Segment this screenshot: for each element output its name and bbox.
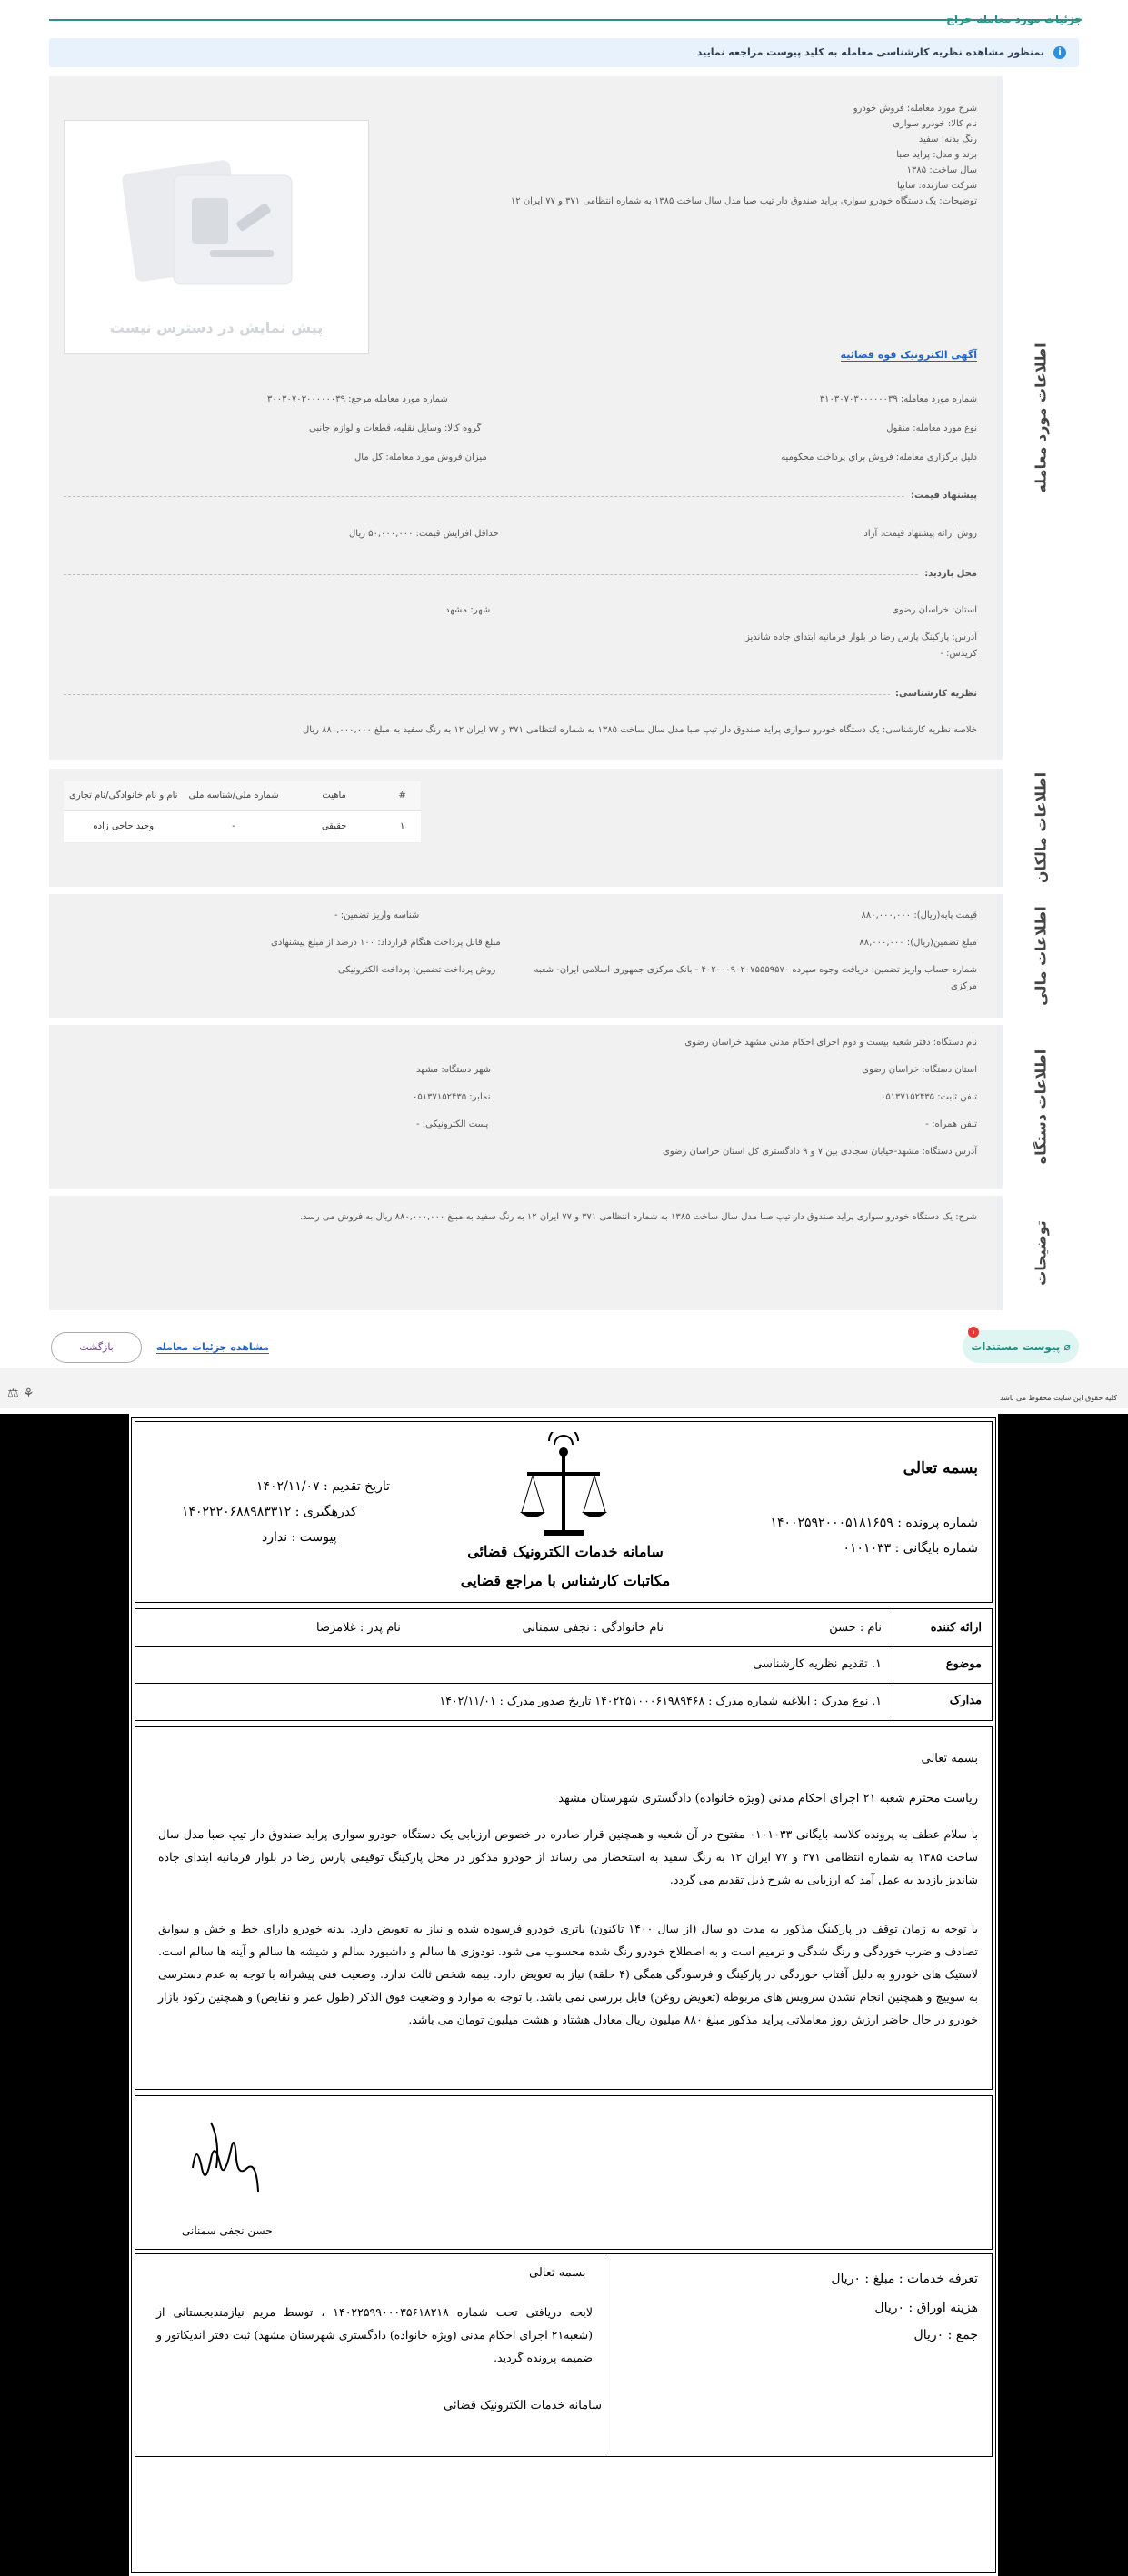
office-mobile: تلفن همراه: - (925, 1119, 977, 1129)
provider-label: ارائه کننده (930, 1621, 982, 1635)
system-subtitle: مکاتبات کارشناس با مراجع قضایی (460, 1572, 671, 1589)
corridor: کریدس: - (940, 649, 977, 659)
item-info-body (49, 76, 992, 760)
back-button[interactable]: بازگشت (51, 1332, 142, 1363)
cell-type: حقیقی (284, 811, 384, 843)
file-number: شماره پرونده : ۱۴۰۰۲۵۹۲۰۰۰۵۱۸۱۶۵۹ (770, 1516, 978, 1530)
payable-at-contract: مبلغ قابل پرداخت هنگام قرارداد: ۱۰۰ درصد از مبلغ پیشنهادی (271, 938, 501, 948)
visit-address: آدرس: پارکینگ پارس رضا در بلوار فرمانیه ابتدای جاده شاندیز (744, 632, 977, 642)
logo-icon: ⚖ ⚘ (7, 1387, 35, 1401)
owners-side (997, 769, 1079, 887)
expert-heading: نظریه کارشناسی: (890, 689, 977, 699)
item-info-section (49, 76, 1079, 760)
item-maker: شرکت سازنده: سایپا (896, 181, 977, 191)
office-city: شهر دستگاه: مشهد (416, 1065, 492, 1075)
copyright-text: کلیه حقوق این سایت محفوظ می باشد (999, 1394, 1117, 1402)
gavel-placeholder-icon (119, 148, 301, 293)
ad-link[interactable]: آگهی الکترونیک قوه قضائیه (840, 349, 977, 361)
finance-side (997, 894, 1079, 1018)
item-group: گروه کالا: وسایل نقلیه، قطعات و لوازم جانبی (309, 423, 482, 433)
item-notes: توضیحات: یک دستگاه خودرو سواری پراید صندوق دار تیپ صبا مدل سال ساخت ۱۳۸۵ به شماره انتظامی ۳۷۱ و ۷۷ ایران ۱۲ (510, 196, 977, 206)
item-year: سال ساخت: ۱۳۸۵ (906, 165, 977, 175)
remarks-body (49, 1196, 992, 1310)
owners-table (64, 781, 421, 843)
office-province: استان دستگاه: خراسان رضوی (862, 1065, 977, 1075)
col-name: نام و نام خانوادگی/نام تجاری (64, 781, 183, 811)
finance-body (49, 894, 992, 1018)
finance-section (49, 894, 1079, 1018)
col-national-id: شماره ملی/شناسه ملی (183, 781, 284, 811)
info-icon: i (1053, 46, 1066, 59)
image-caption: پیش نمایش در دسترس نیست (109, 319, 324, 336)
cell-name: وحید حاجی زاده (64, 811, 183, 843)
provider-last-name: نام خانوادگی : نجفی سمنانی (522, 1621, 664, 1635)
notice-text: بمنظور مشاهده نظریه کارشناسی معامله به کلید پیوست مراجعه نمایید (696, 46, 1044, 58)
justice-scale-emblem (507, 1432, 620, 1550)
subject-label: موضوع (945, 1657, 982, 1671)
account-number-cont: مرکزی (951, 981, 977, 991)
cell-national-id: - (183, 811, 284, 843)
divider (64, 496, 977, 497)
office-side (997, 1025, 1079, 1189)
attachment-count-badge: ۱ (968, 1327, 979, 1338)
table-row (64, 811, 421, 843)
expert-summary: خلاصه نظریه کارشناسی: یک دستگاه خودرو سواری پراید صندوق دار تیپ صبا مدل سال ساخت ۱۳۸۵ به شماره انتظامی ۳۷۱ و ۷۷ ایران ۱۲ به رنگ سفید به مبلغ ۸۸۰,۰۰۰,۰۰۰ ریال (303, 725, 977, 735)
section-label: اطلاعات مالی (1032, 906, 1050, 1006)
view-details-link[interactable]: مشاهده جزئیات معامله (156, 1341, 269, 1353)
submit-date: تاریخ تقدیم : ۱۴۰۲/۱۱/۰۷ (256, 1479, 391, 1494)
deposit-id: شناسه واریز تضمین: - (334, 910, 420, 920)
receipt-signature: سامانه خدمات الکترونیک قضائی (444, 2399, 602, 2412)
paper-cost: هزینه اوراق : ۰ریال (874, 2301, 978, 2315)
remarks-side (997, 1196, 1079, 1310)
doc-body (135, 1726, 993, 2090)
paperclip-icon: ⌀ (1063, 1340, 1071, 1353)
payment-method: روش پرداخت تضمین: پرداخت الکترونیکی (338, 965, 496, 975)
system-title: سامانه خدمات الکترونیک قضائی (467, 1543, 664, 1560)
row-line (135, 1683, 993, 1684)
service-fee: تعرفه خدمات : مبلغ : ۰ریال (831, 2272, 978, 2286)
provider-father: نام پدر : غلامرضا (316, 1621, 401, 1635)
base-price: قیمت پایه(ریال): ۸۸۰,۰۰۰,۰۰۰ (861, 910, 977, 920)
visit-city: شهر: مشهد (445, 605, 491, 615)
page-title: جزئیات مورد معامله حراج (946, 13, 1083, 25)
signer-name: حسن نجفی سمنانی (182, 2224, 273, 2237)
min-increase: حداقل افزایش قیمت: ۵۰,۰۰۰,۰۰۰ ریال (349, 529, 499, 539)
visit-province: استان: خراسان رضوی (892, 605, 977, 615)
item-name: نام کالا: خودرو سواری (893, 119, 977, 129)
receipt-text: لایحه دریافتی تحت شماره ۱۴۰۲۲۵۹۹۰۰۰۳۵۶۱۸۲۱۸ ، توسط مریم نیازمندبجستانی از (شعبه۲۱ اجرای احکام مدنی (ویژه خانواده) دادگستری شهرستان مشهد) ثبت دفتر اندیکاتور و ضمیمه پرونده گردید. (156, 2305, 593, 2364)
section-label: اطلاعات دستگاه (1032, 1049, 1050, 1165)
section-label: اطلاعات مالکان (1032, 771, 1050, 884)
section-label: توضیحات (1032, 1220, 1050, 1286)
item-desc: شرح مورد معامله: فروش خودرو (853, 104, 977, 114)
salutation: بسمه تعالی (921, 1752, 978, 1765)
col-index: # (384, 781, 421, 811)
office-body (49, 1025, 992, 1189)
docs-value: ۱. نوع مدرک : ابلاغیه شماره مدرک : ۱۴۰۲۲۵۱۰۰۰۶۱۹۸۹۴۶۸ تاریخ صدور مدرک : ۱۴۰۲/۱۱/۰۱ (439, 1694, 882, 1707)
bid-heading: پیشنهاد قیمت: (905, 491, 977, 501)
remarks-section (49, 1196, 1079, 1310)
divider (64, 694, 977, 695)
office-fax: نمابر: ۰۵۱۳۷۱۵۲۴۳۵ (413, 1092, 491, 1102)
remarks-text: شرح: یک دستگاه خودرو سواری پراید صندوق دار تیپ صبا مدل سال ساخت ۱۳۸۵ به شماره انتظامی ۳۷۱ و ۷۷ ایران ۱۲ به رنگ سفید به مبلغ ۸۸۰,۰۰۰,۰۰۰ ریال به فروش می رسد. (299, 1212, 977, 1222)
cell-index: ۱ (384, 811, 421, 843)
docs-label: مدارک (949, 1694, 982, 1707)
section-label: اطلاعات مورد معامله (1032, 343, 1050, 493)
sale-reason: دلیل برگزاری معامله: فروش برای پرداخت محکومیه (781, 453, 977, 462)
office-phone: تلفن ثابت: ۰۵۱۳۷۱۵۲۴۳۵ (880, 1092, 977, 1102)
title-underline (49, 19, 1079, 21)
total-cost: جمع : ۰ریال (913, 2328, 978, 2342)
paragraph-1: با سلام عطف به پرونده کلاسه بایگانی ۰۱۰۱۰۳۳ مفتوح در آن شعبه و همچنین قرار صادره در خصوص ارزیابی یک دستگاه خودرو سواری پراید صندوق دار تیپ صبا مدل سال ساخت ۱۳۸۵ به شماره انتظامی ۳۷۱ و ۷۷ ایران ۱۲ به رنگ سفید به استحضار می رساند از خودرو مذکور در محل پارکینگ توقیفی پارس رضا در بلوار فرمانیه ابتدای جاده شاندیز بازدید به عمل آمد که ارزیابی به شرح ذیل تقدیم می گردد. (158, 1827, 978, 1886)
office-section (49, 1025, 1079, 1189)
addressee: ریاست محترم شعبه ۲۱ اجرای احکام مدنی (ویژه خانواده) دادگستری شهرستان مشهد (558, 1792, 978, 1805)
table-header (64, 781, 421, 811)
tracking-code: کدرهگیری : ۱۴۰۲۲۲۰۶۸۸۹۸۳۳۱۲ (182, 1505, 357, 1519)
owners-body (49, 769, 992, 887)
item-color: رنگ بدنه: سفید (918, 134, 977, 144)
info-notice (49, 38, 1079, 67)
visit-heading: محل بازدید: (919, 569, 977, 579)
office-name: نام دستگاه: دفتر شعبه بیست و دوم اجرای احکام مدنی مشهد خراسان رضوی (684, 1038, 977, 1048)
footer (0, 1368, 1128, 1408)
provider-first-name: نام : حسن (829, 1621, 882, 1635)
row-line (135, 1646, 993, 1647)
subject-value: ۱. تقدیم نظریه کارشناسی (753, 1657, 882, 1671)
image-placeholder (64, 120, 369, 354)
sale-share: میزان فروش مورد معامله: کل مال (354, 453, 487, 462)
expert-document (129, 1414, 998, 2576)
attachment-status: پیوست : ندارد (262, 1530, 337, 1545)
ref-number: شماره مورد معامله مرجع: ۳۰۰۳۰۷۰۳۰۰۰۰۰۰۳۹ (267, 394, 448, 404)
guarantee-amount: مبلغ تضمین(ریال): ۸۸,۰۰۰,۰۰۰ (859, 938, 977, 948)
divider (64, 574, 977, 575)
item-type: نوع مورد معامله: منقول (886, 423, 977, 433)
account-number: شماره حساب واریز تضمین: دریافت وجوه سپرده ۴۰۲۰۰۰۹۰۲۰۷۵۵۵۹۵۷۰ - بانک مرکزی جمهوری اسلامی ایران- شعبه (534, 965, 977, 975)
bismillah: بسمه تعالی (903, 1459, 978, 1477)
document-viewer (0, 1414, 1128, 2576)
office-address: آدرس دستگاه: مشهد-خیابان سجادی بین ۷ و ۹ دادگستری کل استان خراسان رضوی (663, 1147, 977, 1157)
receipt-title: بسمه تعالی (529, 2266, 586, 2280)
owners-section (49, 769, 1079, 887)
attachments-button[interactable]: پیوست مستندات ⌀ (963, 1330, 1079, 1363)
col-type: ماهیت (284, 781, 384, 811)
bid-method: روش ارائه پیشنهاد قیمت: آزاد (863, 529, 977, 539)
archive-number: شماره بایگانی : ۰۱۰۱۰۳۳ (843, 1541, 978, 1556)
item-number: شماره مورد معامله: ۳۱۰۳۰۷۰۳۰۰۰۰۰۰۳۹ (819, 394, 977, 404)
office-email: پست الکترونیکی: - (416, 1119, 489, 1129)
paragraph-2: با توجه به زمان توقف در پارکینگ مذکور به مدت دو سال (از سال ۱۴۰۰ تاکنون) باتری خودرو فرسوده شده و نیاز به تعویض دارد. بدنه خودرو دارای خط و خش و سوابق تصادف و ضرب خوردگی و رنگ شدگی و ترمیم است و به اصطلاح خودرو رنگ شده محسوب می شود. تودوزی ها سالم و داشبورد سالم و شیشه ها سالم و آینه ها سالم است. لاستیک های خودرو به دلیل آفتاب خوردگی در پارکینگ و فرسودگی همگی (۴ حلقه) نیاز به تعویض دارد. بیمه شخص ثالث ندارد. وضعیت فنی پیشرانه با توجه به عدم دسترسی به سوییچ و همچنین انجام نشدن سرویس های مربوطه (تعویض روغن) قابل بررسی نمی باشد. با توجه به موارد و وضعیت فوق الذکر (طول عمر و نقایص) و همچنین رکود بازار خودرو در حال حاضر ارزش روز معاملاتی پراید مذکور مبلغ ۸۸۰ میلیون ریال معادل هشتاد و هشت میلیون تومان می باشد. (158, 1922, 978, 2026)
handwritten-signature (184, 2114, 265, 2204)
item-brand: برند و مدل: پراید صبا (896, 150, 977, 160)
item-info-side (997, 76, 1079, 760)
